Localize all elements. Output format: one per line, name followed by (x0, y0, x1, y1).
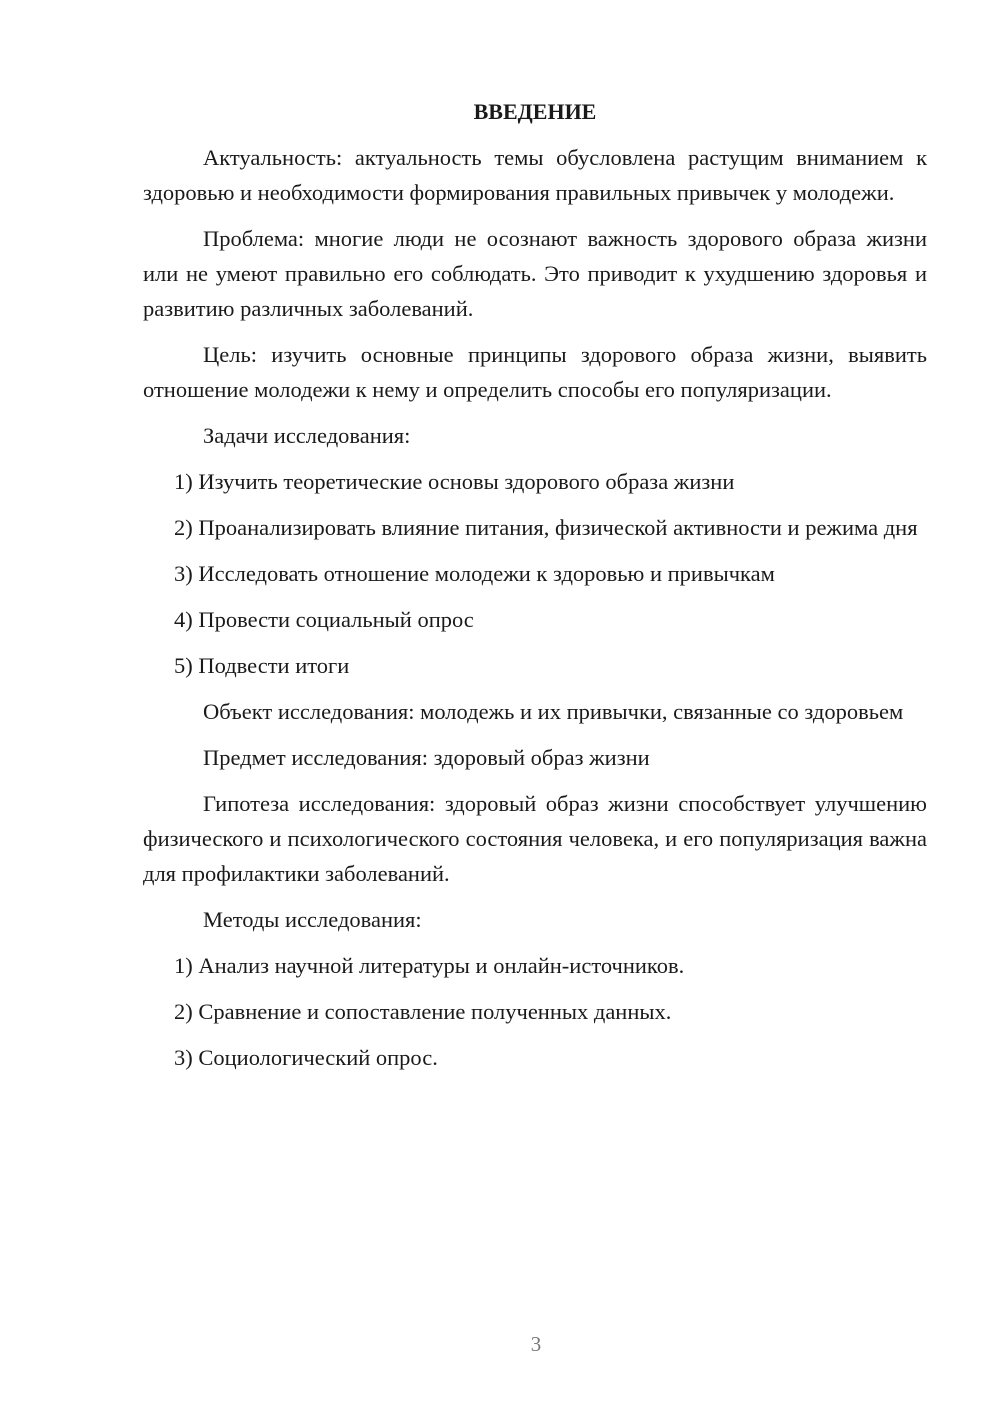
task-item: 3) Исследовать отношение молодежи к здоровью и привычкам (174, 561, 775, 586)
page-content (143, 94, 927, 1086)
method-item: 2) Сравнение и сопоставление полученных данных. (174, 999, 672, 1024)
tasks-list (143, 464, 927, 683)
method-item: 3) Социологический опрос. (174, 1045, 438, 1070)
task-item: 1) Изучить теоретические основы здорового образа жизни (174, 469, 735, 494)
task-item: 4) Провести социальный опрос (174, 607, 474, 632)
task-item: 2) Проанализировать влияние питания, физической активности и режима дня (174, 515, 918, 540)
paragraph-object: Объект исследования: молодежь и их привычки, связанные со здоровьем (203, 699, 904, 724)
paragraph-problem: Проблема: многие люди не осознают важность здорового образа жизни или не умеют правильно его соблюдать. Это приводит к ухудшению здоровья и развитию различных заболеваний. (143, 226, 927, 321)
task-item: 5) Подвести итоги (174, 653, 350, 678)
page-number: 3 (530, 1332, 542, 1356)
tasks-heading: Задачи исследования: (203, 423, 411, 448)
methods-heading: Методы исследования: (203, 907, 422, 932)
paragraph-goal: Цель: изучить основные принципы здорового образа жизни, выявить отношение молодежи к нему и определить способы его популяризации. (143, 342, 927, 402)
paragraph-subject: Предмет исследования: здоровый образ жизни (203, 745, 650, 770)
methods-list (143, 948, 927, 1075)
paragraph-hypothesis: Гипотеза исследования: здоровый образ жизни способствует улучшению физического и психологического состояния человека, и его популяризация важна для профилактики заболеваний. (143, 791, 927, 886)
paragraph-relevance: Актуальность: актуальность темы обусловлена растущим вниманием к здоровью и необходимости формирования правильных привычек у молодежи. (143, 145, 927, 205)
method-item: 1) Анализ научной литературы и онлайн-источников. (174, 953, 685, 978)
page-title: ВВЕДЕНИЕ (473, 99, 597, 124)
